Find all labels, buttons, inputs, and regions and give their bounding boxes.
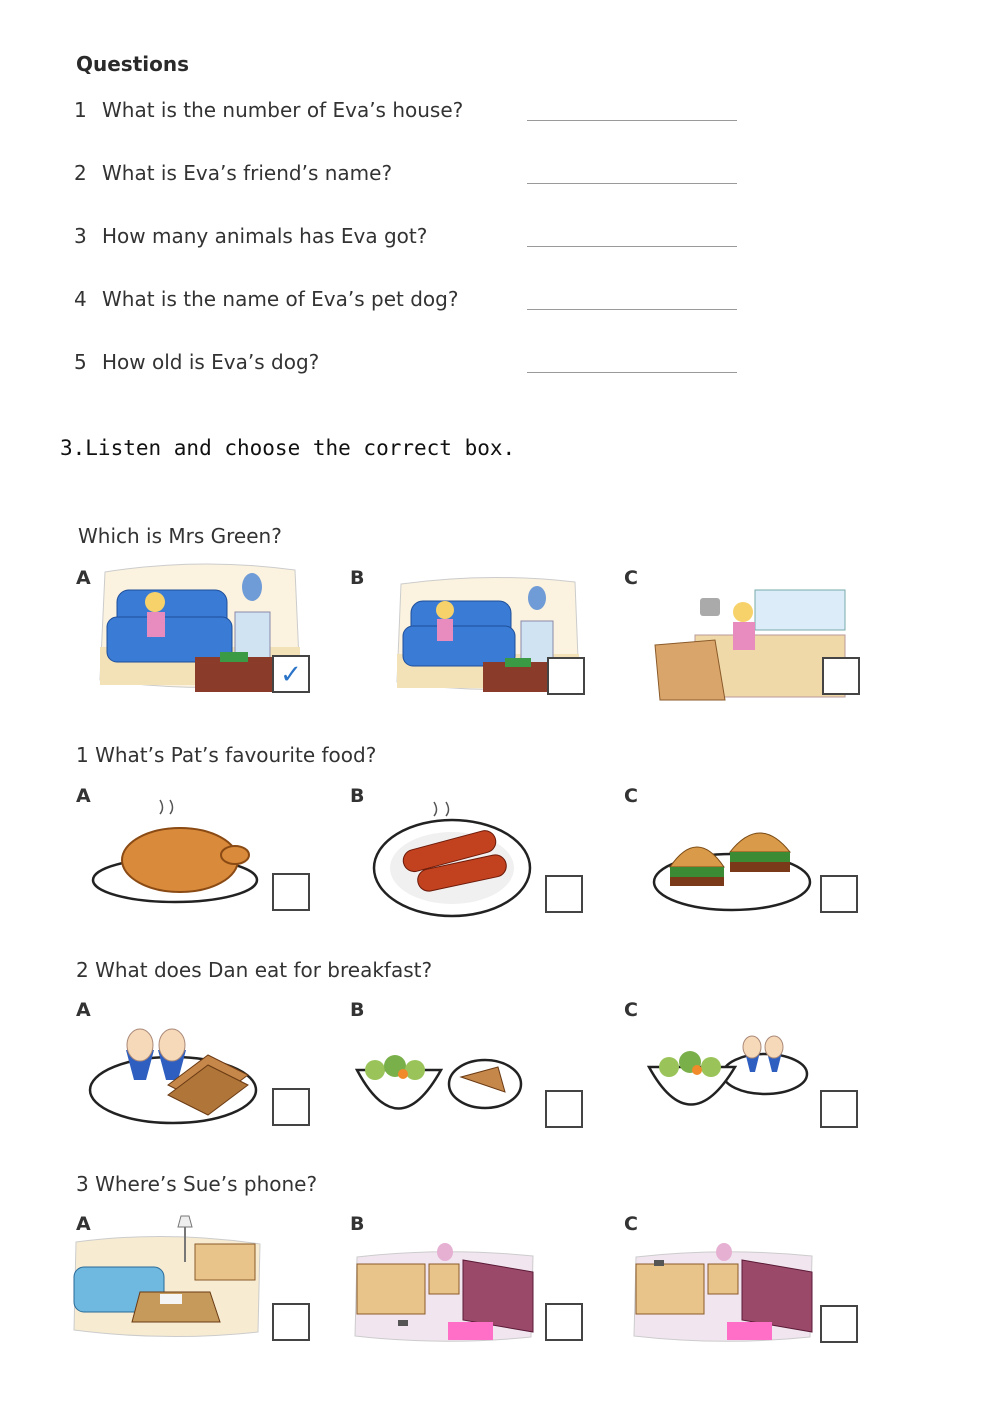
burgers-picture (652, 822, 812, 914)
question-2-number: 2 (74, 161, 87, 185)
question-2-text: What is Eva’s friend’s name? (102, 161, 393, 185)
bedroom-phone-picture-b (353, 1242, 536, 1344)
example-option-c-checkbox[interactable] (822, 657, 860, 695)
answer-5-line[interactable] (527, 372, 737, 373)
item-2-option-a-label: A (76, 999, 91, 1021)
example-title: Which is Mrs Green? (78, 524, 282, 548)
kitchen-picture-c (655, 590, 850, 700)
item-1-title: 1 What’s Pat’s favourite food? (76, 743, 377, 767)
item-1-option-c-checkbox[interactable] (820, 875, 858, 913)
item-3-option-a-checkbox[interactable] (272, 1303, 310, 1341)
example-option-c-label: C (624, 567, 638, 589)
question-5-text: How old is Eva’s dog? (102, 350, 320, 374)
example-option-a-label: A (76, 567, 91, 589)
example-option-b-label: B (350, 567, 365, 589)
roast-chicken-picture (90, 795, 265, 905)
item-1-option-b-checkbox[interactable] (545, 875, 583, 913)
item-1-option-b-label: B (350, 785, 365, 807)
section-title: 3.Listen and choose the correct box. (60, 436, 516, 460)
item-3-option-c-checkbox[interactable] (820, 1305, 858, 1343)
salad-and-sandwich-picture (353, 1052, 525, 1138)
item-3-option-b-checkbox[interactable] (545, 1303, 583, 1341)
question-3-number: 3 (74, 224, 87, 248)
item-2-option-b-checkbox[interactable] (545, 1090, 583, 1128)
eggs-and-toast-picture (88, 1005, 260, 1127)
question-1-number: 1 (74, 98, 87, 122)
living-room-phone-picture-a (70, 1222, 265, 1340)
answer-3-line[interactable] (527, 246, 737, 247)
item-2-option-a-checkbox[interactable] (272, 1088, 310, 1126)
item-3-option-c-label: C (624, 1213, 638, 1235)
item-2-option-c-label: C (624, 999, 638, 1021)
item-3-title: 3 Where’s Sue’s phone? (76, 1172, 318, 1196)
item-2-title: 2 What does Dan eat for breakfast? (76, 958, 433, 982)
answer-1-line[interactable] (527, 120, 737, 121)
item-2-option-c-checkbox[interactable] (820, 1090, 858, 1128)
checkmark-icon: ✓ (280, 660, 302, 690)
item-3-option-a-label: A (76, 1213, 91, 1235)
question-1-text: What is the number of Eva’s house? (102, 98, 464, 122)
question-3-text: How many animals has Eva got? (102, 224, 428, 248)
example-option-b-checkbox[interactable] (547, 657, 585, 695)
question-4-number: 4 (74, 287, 87, 311)
answer-2-line[interactable] (527, 183, 737, 184)
question-5-number: 5 (74, 350, 87, 374)
bedroom-phone-picture-c (632, 1242, 815, 1344)
question-4-text: What is the name of Eva’s pet dog? (102, 287, 459, 311)
item-2-option-b-label: B (350, 999, 365, 1021)
example-option-a-checkbox[interactable] (272, 655, 310, 693)
item-1-option-a-checkbox[interactable] (272, 873, 310, 911)
questions-heading: Questions (76, 52, 190, 76)
item-3-option-b-label: B (350, 1213, 365, 1235)
item-1-option-a-label: A (76, 785, 91, 807)
answer-4-line[interactable] (527, 309, 737, 310)
item-1-option-c-label: C (624, 785, 638, 807)
sausages-picture (372, 800, 532, 920)
salad-and-eggs-picture (645, 1012, 810, 1122)
